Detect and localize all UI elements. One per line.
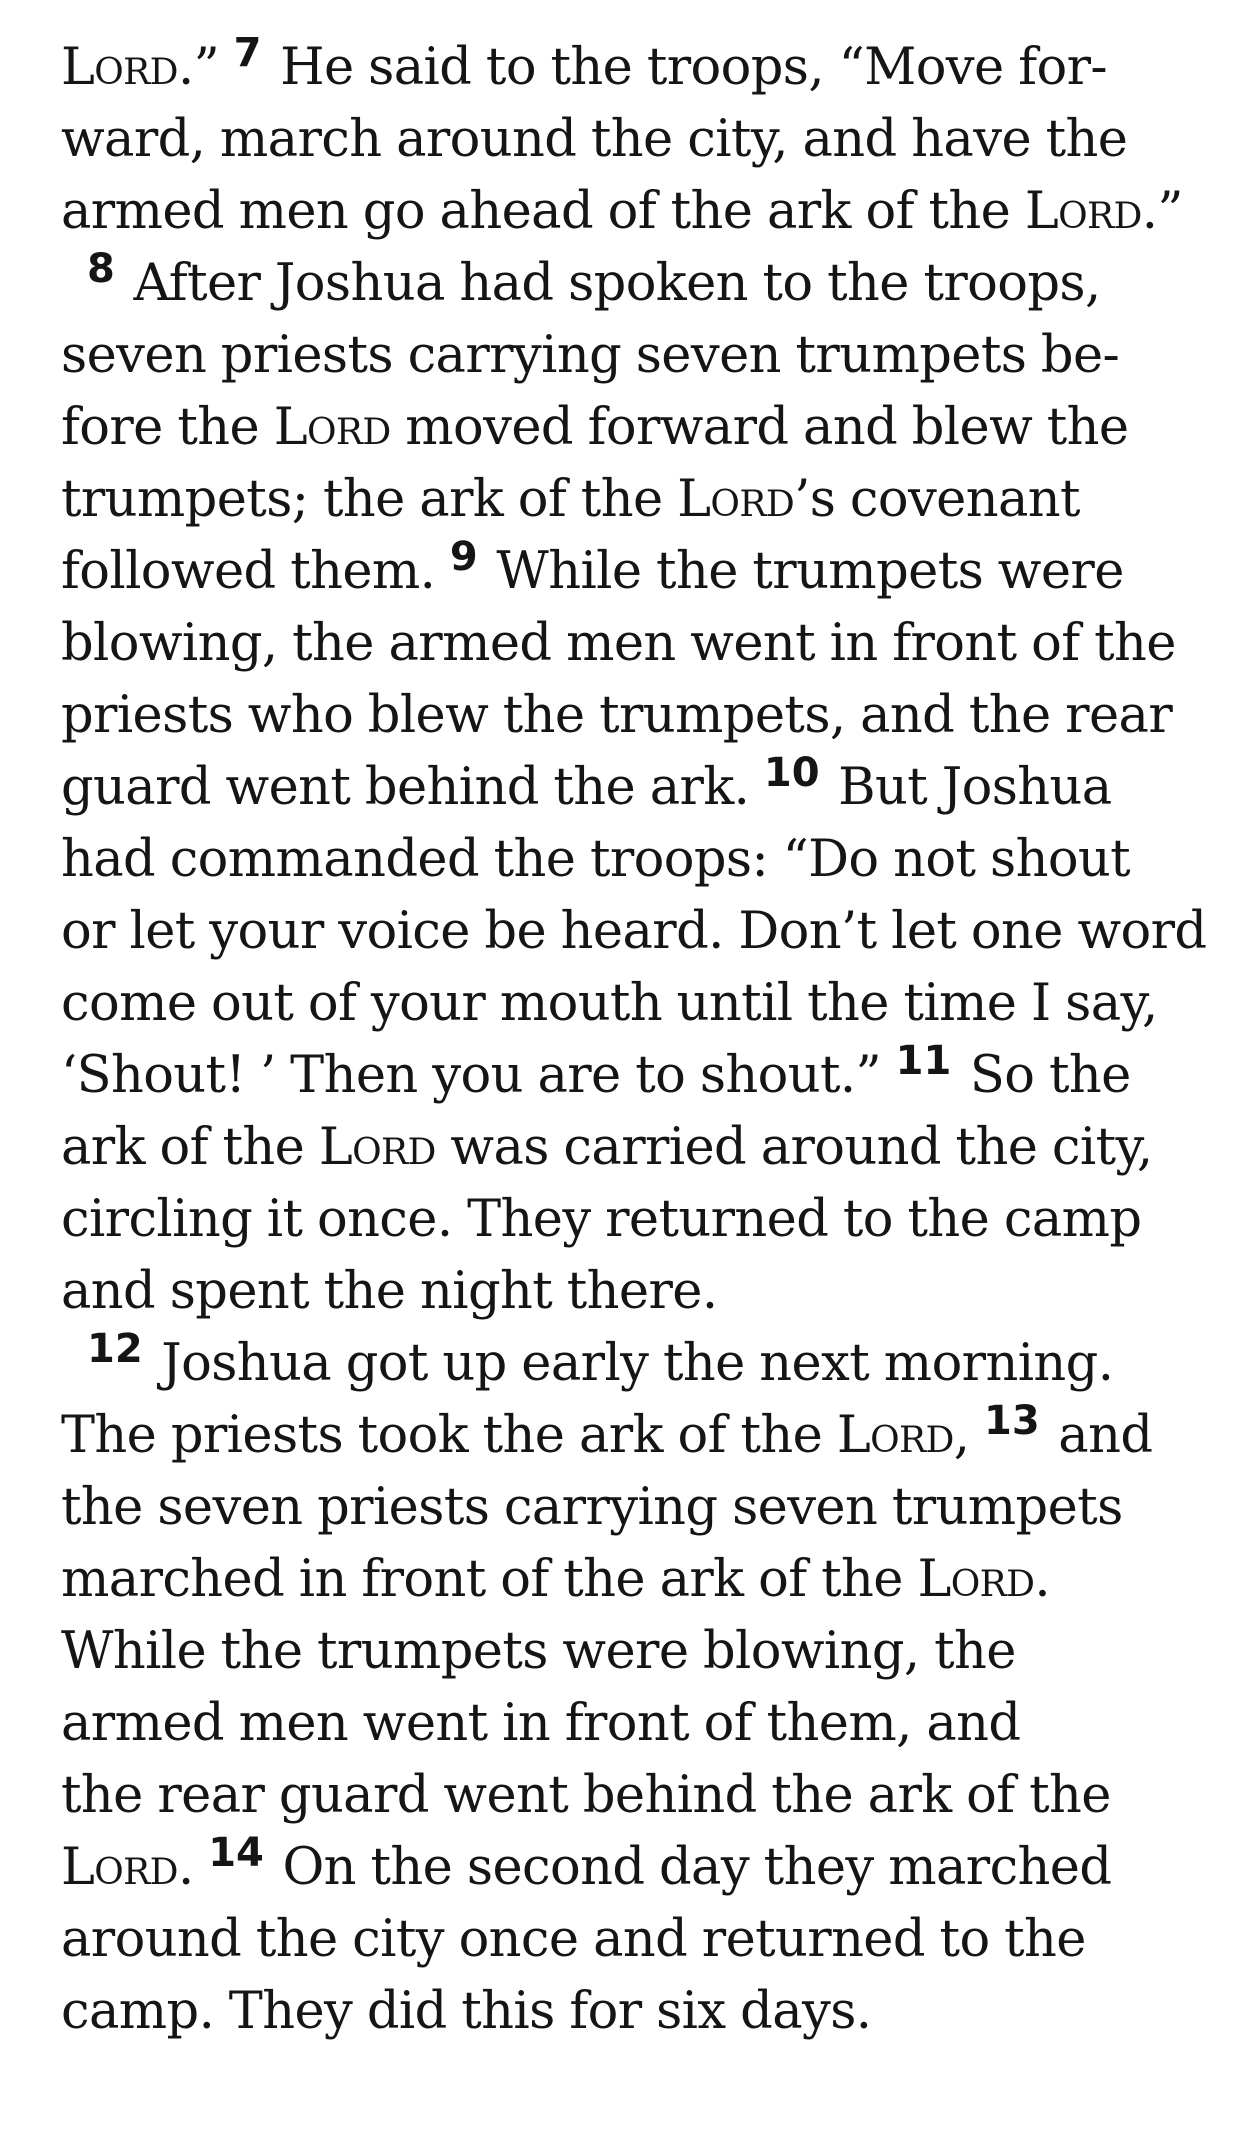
verse-text: While the trumpets were [481, 542, 1124, 601]
verse-text: ark of the [61, 1118, 319, 1177]
text-line [61, 248, 1221, 320]
verse-number: 9 [449, 534, 478, 580]
verse-text: The priests took the ark of the [61, 1406, 837, 1465]
text-line [61, 1472, 1221, 1544]
verse-text: armed men go ahead of the ark of the [61, 182, 1025, 241]
verse-text: was carried around the city, [435, 1118, 1153, 1177]
verse-text: While the trumpets were blowing, the [61, 1622, 1016, 1681]
verse-text: ’s covenant [794, 470, 1080, 529]
verse-text: Joshua got up early the next morning. [146, 1334, 1114, 1393]
text-line [61, 824, 1221, 896]
verse-text: circling it once. They returned to the camp [61, 1190, 1142, 1249]
text-line [61, 392, 1221, 464]
text-line [61, 1976, 1221, 2048]
verse-text: camp. They did this for six days. [61, 1982, 872, 2041]
verse-text: . [1034, 1550, 1051, 1609]
verse-text: blowing, the armed men went in front of the [61, 614, 1176, 673]
text-line [61, 1904, 1221, 1976]
verse-number: 7 [233, 30, 262, 76]
text-line [61, 608, 1221, 680]
verse-text: marched in front of the ark of the [61, 1550, 918, 1609]
verse-number: 13 [984, 1398, 1040, 1444]
text-line [61, 104, 1221, 176]
verse-number: 8 [87, 246, 115, 292]
verse-text: followed them. [61, 542, 450, 601]
verse-text: . [177, 1838, 209, 1897]
text-line [61, 1760, 1221, 1832]
verse-number: 12 [87, 1326, 143, 1372]
text-line [61, 1184, 1221, 1256]
verse-text: priests who blew the trumpets, and the rear [61, 686, 1173, 745]
verse-text: fore the [61, 398, 274, 457]
verse-text: But Joshua [823, 758, 1112, 817]
text-line [61, 1400, 1221, 1472]
divine-name: Lord [836, 1406, 954, 1465]
verse-text: had commanded the troops: “Do not shout [61, 830, 1131, 889]
verse-text: armed men went in front of them, and [61, 1694, 1021, 1753]
verse-text: On the second day they marched [267, 1838, 1112, 1897]
text-line [61, 968, 1221, 1040]
verse-text: ‘Shout! ’ Then you are to shout.” [61, 1046, 896, 1105]
verse-text: .” [1141, 182, 1183, 241]
divine-name: Lord [1024, 182, 1142, 241]
verse-text: guard went behind the ark. [61, 758, 764, 817]
verse-number: 11 [895, 1038, 952, 1084]
divine-name: Lord [677, 470, 795, 529]
text-line [61, 464, 1221, 536]
text-line [61, 536, 1221, 608]
verse-text: .” [177, 38, 234, 97]
text-line [61, 320, 1221, 392]
verse-text: seven priests carrying seven trumpets be- [61, 326, 1120, 385]
verse-text: the rear guard went behind the ark of the [61, 1766, 1111, 1825]
verse-text: So the [955, 1046, 1131, 1105]
text-line [61, 1040, 1221, 1112]
verse-text: or let your voice be heard. Don’t let one word [61, 902, 1207, 961]
verse-text: around the city once and returned to the [61, 1910, 1086, 1969]
verse-text: come out of your mouth until the time I say, [61, 974, 1158, 1033]
verse-text: He said to the troops, “Move for- [265, 38, 1107, 97]
text-line [61, 680, 1221, 752]
divine-name: Lord [61, 1838, 178, 1897]
divine-name: Lord [273, 398, 391, 457]
verse-text: , [953, 1406, 984, 1465]
text-line [61, 1688, 1221, 1760]
text-line [61, 1616, 1221, 1688]
text-line [61, 1112, 1221, 1184]
verse-text: the seven priests carrying seven trumpets [61, 1478, 1123, 1537]
text-line [61, 1544, 1221, 1616]
verse-text: trumpets; the ark of the [61, 470, 678, 529]
verse-number: 10 [763, 750, 820, 796]
text-line [61, 752, 1221, 824]
text-line [61, 1256, 1221, 1328]
verse-text: After Joshua had spoken to the troops, [118, 254, 1101, 313]
verse-text: ward, march around the city, and have the [61, 110, 1128, 169]
verse-text: and spent the night there. [61, 1262, 718, 1321]
text-line [61, 32, 1221, 104]
text-line [61, 896, 1221, 968]
text-line [61, 1328, 1221, 1400]
divine-name: Lord [61, 38, 178, 97]
verse-text: moved forward and blew the [390, 398, 1129, 457]
divine-name: Lord [318, 1118, 436, 1177]
text-line [61, 1832, 1221, 1904]
scripture-passage [61, 32, 1221, 2048]
verse-number: 14 [208, 1830, 264, 1876]
text-line [61, 176, 1221, 248]
divine-name: Lord [917, 1550, 1035, 1609]
verse-text: and [1043, 1406, 1153, 1465]
